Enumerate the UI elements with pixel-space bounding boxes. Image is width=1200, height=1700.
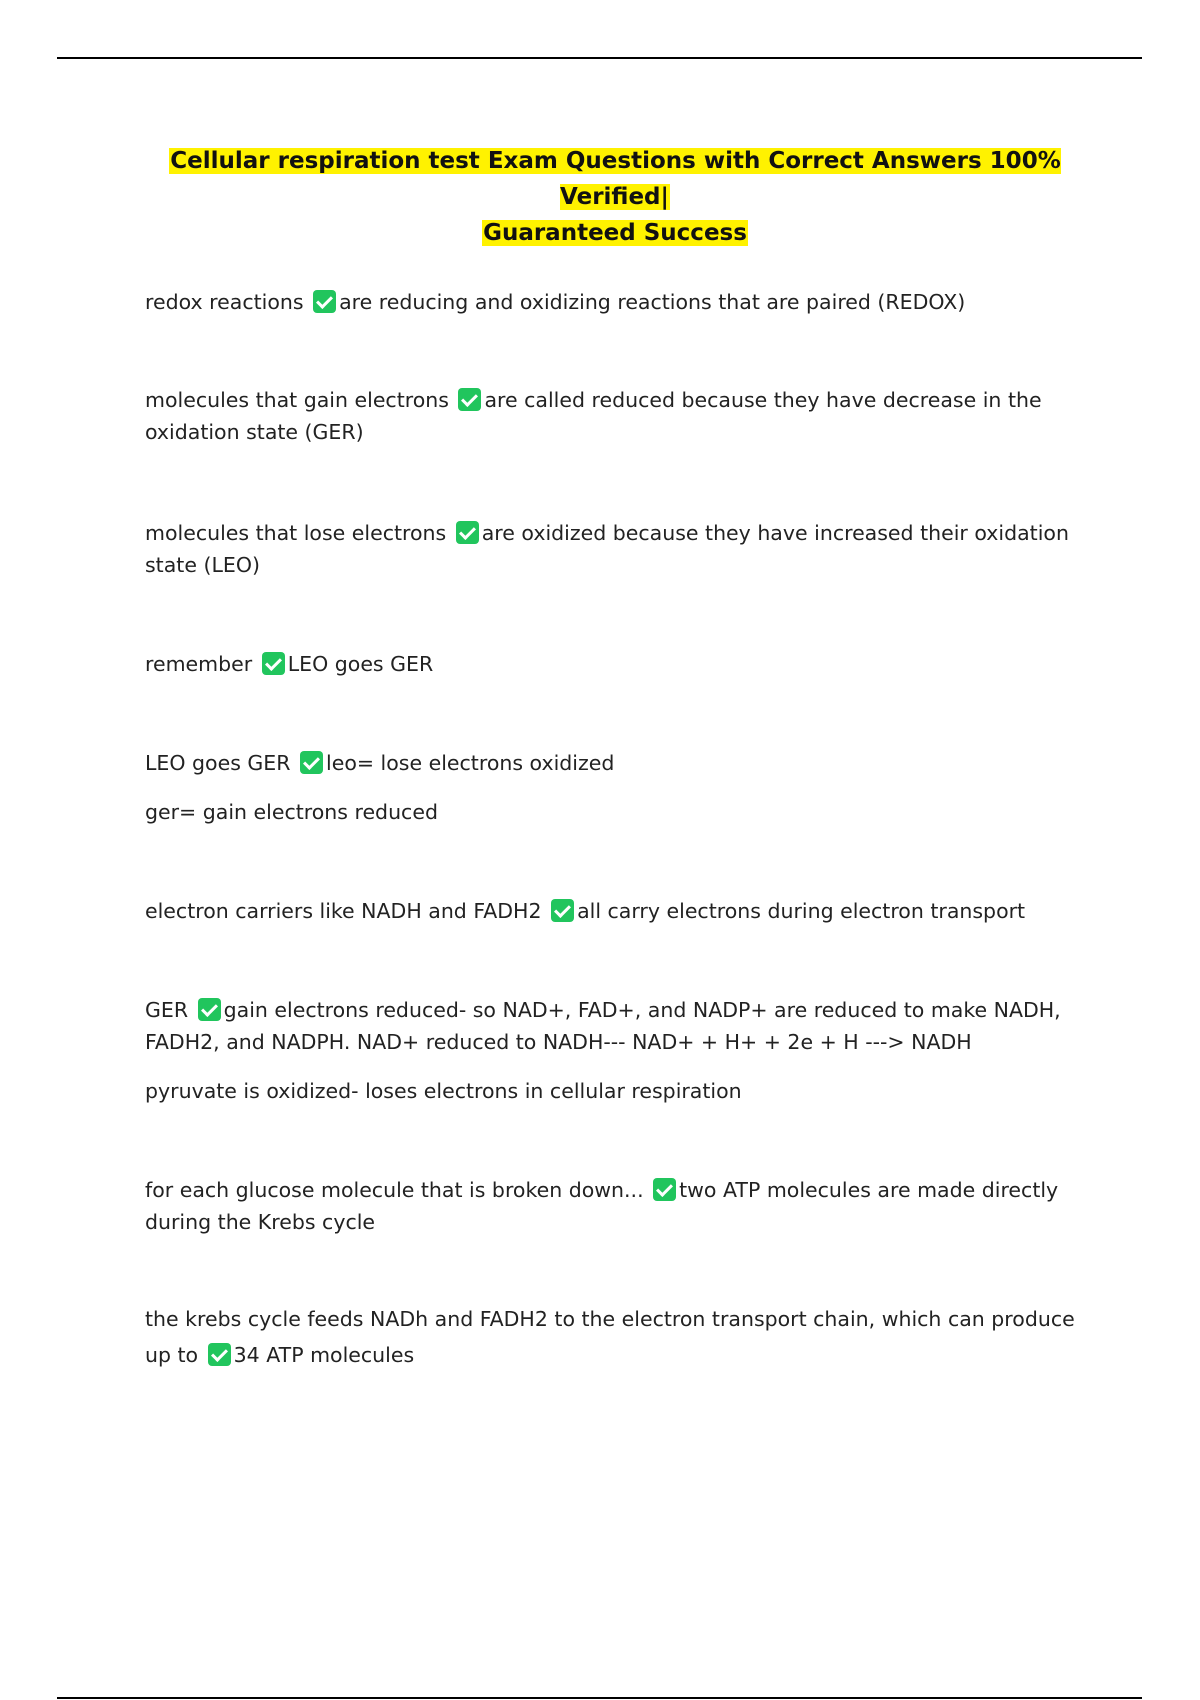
- qa-item-ger: [145, 994, 1090, 1107]
- check-mark-icon: [198, 998, 221, 1021]
- qa-item-redox-reactions: [145, 286, 1090, 318]
- qa-item-gain-electrons: [145, 384, 1090, 448]
- check-mark-icon: [551, 899, 574, 922]
- qa-term: electron carriers like NADH and FADH2: [145, 899, 542, 923]
- qa-answer: leo= lose electrons oxidized: [326, 751, 615, 775]
- qa-answer: are oxidized because they have increased their oxidation state (LEO): [145, 521, 1069, 577]
- document-title: [145, 143, 1085, 251]
- qa-extra: ger= gain electrons reduced: [145, 800, 438, 824]
- check-mark-icon: [456, 521, 479, 544]
- qa-answer: 34 ATP molecules: [233, 1343, 415, 1367]
- qa-item-glucose-molecule: [145, 1174, 1090, 1238]
- qa-answer: gain electrons reduced- so NAD+, FAD+, and NADP+ are reduced to make NADH, FADH2, and NADPH. NAD+ reduced to NADH--- NAD+ + H+ + 2e + H ---> NADH: [145, 998, 1061, 1054]
- check-mark-icon: [313, 290, 336, 313]
- title-line-1: Cellular respiration test Exam Questions with Correct Answers 100% Verified|: [170, 148, 1061, 210]
- qa-extra: pyruvate is oxidized- loses electrons in cellular respiration: [145, 1079, 742, 1103]
- qa-item-electron-carriers: [145, 895, 1090, 927]
- qa-answer: LEO goes GER: [287, 652, 434, 676]
- qa-answer: two ATP molecules are made directly during the Krebs cycle: [145, 1178, 1059, 1234]
- qa-term: redox reactions: [145, 290, 304, 314]
- check-mark-icon: [653, 1178, 676, 1201]
- qa-term: the krebs cycle feeds NADh and FADH2 to the electron transport chain, which can produce up to: [145, 1307, 1075, 1367]
- qa-term: LEO goes GER: [145, 751, 291, 775]
- qa-term: molecules that lose electrons: [145, 521, 447, 545]
- qa-answer: are called reduced because they have decrease in the oxidation state (GER): [145, 388, 1042, 444]
- qa-term: remember: [145, 652, 253, 676]
- qa-item-krebs-cycle: [145, 1301, 1090, 1373]
- check-mark-icon: [300, 751, 323, 774]
- qa-item-remember: [145, 648, 1090, 680]
- qa-item-lose-electrons: [145, 517, 1090, 581]
- header-rule: [57, 57, 1142, 59]
- qa-answer: all carry electrons during electron transport: [577, 899, 1026, 923]
- qa-answer: are reducing and oxidizing reactions that are paired (REDOX): [339, 290, 966, 314]
- check-mark-icon: [458, 388, 481, 411]
- qa-term: GER: [145, 998, 189, 1022]
- check-mark-icon: [262, 652, 285, 675]
- qa-term: molecules that gain electrons: [145, 388, 449, 412]
- qa-term: for each glucose molecule that is broken down...: [145, 1178, 644, 1202]
- title-line-2: Guaranteed Success: [483, 220, 747, 246]
- footer-rule: [57, 1697, 1142, 1699]
- check-mark-icon: [208, 1343, 231, 1366]
- qa-item-leo-goes-ger: [145, 747, 1090, 828]
